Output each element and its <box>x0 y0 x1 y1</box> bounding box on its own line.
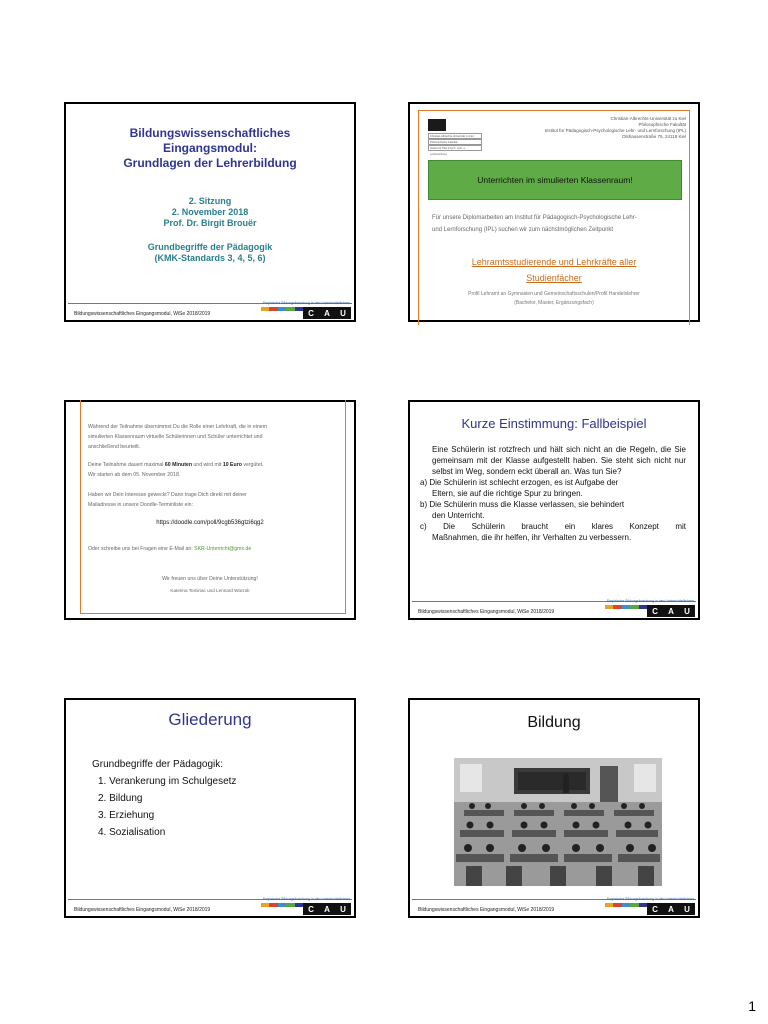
cau-logo: Empirische Bildungsforschung in den Unterrichtsfächern C A U <box>607 897 695 914</box>
slide-1 <box>64 102 356 322</box>
cau-logo: Empirische Bildungsforschung in den Unterrichtsfächern C A U <box>263 301 351 318</box>
slide-6 <box>408 698 700 918</box>
slide-5-title: Gliederung <box>168 710 252 729</box>
option-c: c) Die Schülerin braucht ein klares Konzept mit Maßnahmen, die ihr helfen, ihr Verhalten zu verbessern. <box>420 522 686 542</box>
doodle-link[interactable]: https://doodle.com/poll/9cgb536gtzi6qg2 <box>156 520 264 526</box>
thanks-text: Wir freuen uns über Deine Unterstützung! <box>162 576 258 582</box>
page-number: 1 <box>748 998 756 1014</box>
slide-5 <box>64 698 356 918</box>
cau-logo: Empirische Bildungsforschung in den Unterrichtsfächern C A U <box>263 897 351 914</box>
slide-6-title: Bildung <box>527 714 581 731</box>
outline-item: 4. Sozialisation <box>98 827 166 838</box>
flyer-signup-text: Haben wir Dein Interesse geweckt? Dann trage Dich direkt mit deiner Mailadresse in unsere Doodle-Terminliste ein: <box>88 492 247 508</box>
outline-heading: Grundbegriffe der Pädagogik: <box>92 759 224 770</box>
slide-2 <box>408 102 700 322</box>
outline-item: 3. Erziehung <box>98 810 155 821</box>
slide-4 <box>408 400 700 620</box>
classroom-photo <box>454 758 662 886</box>
session-topic: Grundbegriffe der Pädagogik (KMK-Standards 3, 4, 5, 6) <box>147 242 273 263</box>
cau-stripes <box>605 605 647 609</box>
target-group-heading: Lehramtsstudierende und Lehrkräfte aller Studienfächer <box>471 257 637 283</box>
slide-footer: Bildungswissenschaftliches Eingangsmodul, WiSe 2018/2019 <box>74 907 211 913</box>
slide-footer: Bildungswissenschaftliches Eingangsmodul, WiSe 2018/2019 <box>74 311 211 317</box>
authors-text: Katerina Tomiriac und Lennard Warzok <box>170 588 250 593</box>
outline-item: 1. Verankerung im Schulgesetz <box>98 776 237 787</box>
outline-list <box>92 756 236 841</box>
contact-email-link[interactable]: SKR-Unterricht@gmx.de <box>194 546 252 552</box>
cau-stripes <box>261 307 303 311</box>
flyer-role-text: Während der Teilnahme übernimmst Du die Rolle einer Lehrkraft, die in einem simulierten Klassenraum virtuelle Schülerinnen und Schüler unterrichtet und anschließend beurteilt. <box>88 424 267 450</box>
option-b: b) Die Schülerin muss die Klasse verlassen, sie behindert den Unterricht. <box>420 500 625 520</box>
outline-item: 2. Bildung <box>98 793 143 804</box>
case-study-text <box>420 444 686 543</box>
flyer-paragraph: Für unsere Diplomarbeiten am Institut für Pädagogisch-Psychologische Lehr- und Lernforschung (IPL) suchen wir zum nächstmöglichen Zeitpunkt <box>432 215 637 233</box>
slide-4-title: Kurze Einstimmung: Fallbeispiel <box>461 416 647 431</box>
option-a: a) Die Schülerin ist schlecht erzogen, es ist Aufgabe der Eltern, sie auf die richtige Spur zu bringen. <box>420 478 619 498</box>
slide-footer: Bildungswissenschaftliches Eingangsmodul, WiSe 2018/2019 <box>418 907 555 913</box>
flyer-banner: Unterrichten im simulierten Klassenraum! <box>428 160 682 200</box>
profile-text: Profil Lehramt an Gymnasien und Gemeinschaftsschulen/Profil Handelslehrer (Bachelor, Master, Ergänzungsfach) <box>468 291 640 306</box>
flyer-duration-text: Deine Teilnahme dauert maximal 60 Minuten und wird mit 10 Euro vergütet. Wir starten ab dem 05. November 2018. <box>88 462 264 478</box>
session-info: 2. Sitzung 2. November 2018 Prof. Dr. Birgit Brouër <box>163 196 257 228</box>
cau-stripes <box>261 903 303 907</box>
slide-footer: Bildungswissenschaftliches Eingangsmodul, WiSe 2018/2019 <box>418 609 555 615</box>
slide-1-title: Bildungswissenschaftliches Eingangsmodul: Grundlagen der Lehrerbildung <box>123 126 297 170</box>
slide-3 <box>64 400 356 620</box>
cau-logo: Empirische Bildungsforschung in den Unterrichtsfächern C A U <box>607 599 695 616</box>
university-logo: Christian-Albrechts-Universität zu Kiel Philosophische Fakultät Institut für Päd.-Psych. Lehr- u. Lernforschung <box>428 119 484 153</box>
contact-text: Oder schreibe uns bei Fragen eine E-Mail an: SKR-Unterricht@gmx.de <box>88 546 252 552</box>
case-intro: Eine Schülerin ist rotzfrech und hält sich nicht an die Regeln, die Sie gemeinsam mit der Klasse aufgestellt haben. Sie steht sich nicht nur selbst im Weg, sondern eckt überall an. Was tun Sie? <box>432 445 686 476</box>
institute-header: Christian-Albrechts-Universität zu Kiel Philosophische Fakultät Institut für Pädagogisch-Psychologische Lehr- und Lernforschung (IPL) Olshausenstraße 75, 24118 Kiel <box>544 116 686 139</box>
cau-stripes <box>605 903 647 907</box>
